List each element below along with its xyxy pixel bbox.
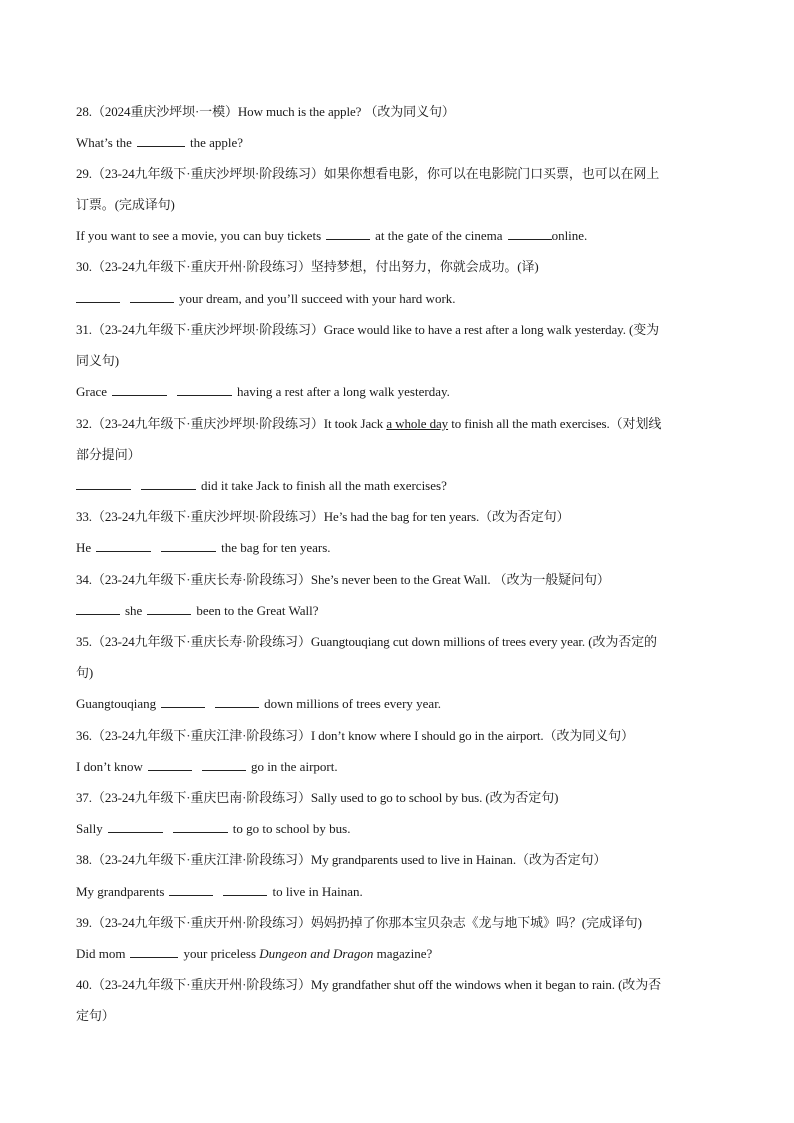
answer-text: Guangtouqiang <box>76 696 157 711</box>
answer-blank[interactable] <box>223 884 267 896</box>
question-35-line-1: 35.（23-24九年级下·重庆长寿·阶段练习）Guangtouqiang cut down millions of trees every year. (改为否定的 <box>76 634 657 649</box>
answer-blank[interactable] <box>508 228 552 240</box>
question-28: 28.（2024重庆沙坪坝·一模）How much is the apple? （改为同义句） <box>76 104 455 119</box>
answer-blank[interactable] <box>130 291 174 303</box>
answer-blank[interactable] <box>202 759 246 771</box>
answer-blank[interactable] <box>141 478 196 490</box>
question-40-line-2: 定句） <box>76 1008 115 1023</box>
answer-text: He <box>76 540 92 555</box>
answer-text: magazine? <box>373 946 433 961</box>
underlined-part: a whole day <box>386 416 449 431</box>
answer-line-34 <box>76 602 720 620</box>
question-text: to finish all the math exercises.（对划线 <box>448 416 662 431</box>
answer-blank[interactable] <box>215 696 259 708</box>
answer-blank[interactable] <box>173 821 228 833</box>
answer-text: she <box>125 603 143 618</box>
answer-text: I don’t know <box>76 759 143 774</box>
answer-text: your dream, and you’ll succeed with your hard work. <box>179 291 456 306</box>
answer-blank[interactable] <box>161 696 205 708</box>
answer-line-32 <box>76 477 720 495</box>
question-36: 36.（23-24九年级下·重庆江津·阶段练习）I don’t know where I should go in the airport.（改为同义句） <box>76 728 634 743</box>
question-39: 39.（23-24九年级下·重庆开州·阶段练习）妈妈扔掉了你那本宝贝杂志《龙与地下城》吗？(完成译句) <box>76 915 642 930</box>
question-29-line-1: 29.（23-24九年级下·重庆沙坪坝·阶段练习）如果你想看电影，你可以在电影院门口买票，也可以在网上 <box>76 166 660 181</box>
answer-line-33 <box>76 539 720 557</box>
answer-line-35 <box>76 695 720 713</box>
answer-blank[interactable] <box>169 884 213 896</box>
answer-text: at the gate of the cinema <box>375 228 503 243</box>
answer-blank[interactable] <box>76 603 120 615</box>
answer-line-29 <box>76 227 720 245</box>
question-32-line-1 <box>76 415 720 433</box>
answer-blank[interactable] <box>96 540 151 552</box>
answer-blank[interactable] <box>177 384 232 396</box>
answer-text: to go to school by bus. <box>232 821 351 836</box>
answer-text: My grandparents <box>76 884 165 899</box>
question-33: 33.（23-24九年级下·重庆沙坪坝·阶段练习）He’s had the bag for ten years.（改为否定句） <box>76 509 570 524</box>
answer-blank[interactable] <box>76 291 120 303</box>
answer-line-39 <box>76 945 720 963</box>
answer-line-36 <box>76 758 720 776</box>
answer-blank[interactable] <box>326 228 370 240</box>
answer-text: to live in Hainan. <box>272 884 363 899</box>
question-32-line-2: 部分提问） <box>76 447 141 462</box>
question-text: 32.（23-24九年级下·重庆沙坪坝·阶段练习）It took Jack <box>76 416 387 431</box>
answer-line-38 <box>76 883 720 901</box>
answer-blank[interactable] <box>161 540 216 552</box>
question-31-line-2: 同义句) <box>76 353 119 368</box>
answer-blank[interactable] <box>148 759 192 771</box>
answer-text: having a rest after a long walk yesterday. <box>237 384 450 399</box>
answer-blank[interactable] <box>108 821 163 833</box>
answer-blank[interactable] <box>137 135 185 147</box>
answer-text: the bag for ten years. <box>221 540 331 555</box>
question-35-line-2: 句) <box>76 665 94 680</box>
answer-text: Grace <box>76 384 108 399</box>
answer-blank[interactable] <box>76 478 131 490</box>
question-31-line-1: 31.（23-24九年级下·重庆沙坪坝·阶段练习）Grace would like to have a rest after a long walk yesterday. (变为 <box>76 322 660 337</box>
answer-blank[interactable] <box>112 384 167 396</box>
answer-text: What’s the <box>76 135 132 150</box>
question-29-line-2: 订票。(完成译句) <box>76 197 175 212</box>
answer-text: down millions of trees every year. <box>264 696 442 711</box>
answer-line-28 <box>76 134 720 152</box>
answer-text: the apple? <box>189 135 244 150</box>
question-38: 38.（23-24九年级下·重庆江津·阶段练习）My grandparents used to live in Hainan.（改为否定句） <box>76 852 607 867</box>
answer-text: If you want to see a movie, you can buy tickets <box>76 228 322 243</box>
answer-text: been to the Great Wall? <box>196 603 319 618</box>
question-37: 37.（23-24九年级下·重庆巴南·阶段练习）Sally used to go to school by bus. (改为否定句) <box>76 790 559 805</box>
magazine-title: Dungeon and Dragon <box>259 946 374 961</box>
question-34: 34.（23-24九年级下·重庆长寿·阶段练习）She’s never been to the Great Wall. （改为一般疑问句） <box>76 572 610 587</box>
answer-text: Sally <box>76 821 103 836</box>
answer-line-37 <box>76 820 720 838</box>
question-40-line-1: 40.（23-24九年级下·重庆开州·阶段练习）My grandfather shut off the windows when it began to rain. (改为否 <box>76 977 662 992</box>
question-30: 30.（23-24九年级下·重庆开州·阶段练习）坚持梦想，付出努力，你就会成功。(译) <box>76 259 539 274</box>
answer-text: go in the airport. <box>250 759 338 774</box>
answer-text: your priceless <box>183 946 260 961</box>
answer-text: did it take Jack to finish all the math exercises? <box>201 478 447 493</box>
answer-text: Did mom <box>76 946 126 961</box>
answer-blank[interactable] <box>130 946 178 958</box>
answer-line-31 <box>76 383 720 401</box>
answer-blank[interactable] <box>147 603 191 615</box>
answer-text: online. <box>551 228 588 243</box>
answer-line-30 <box>76 290 720 308</box>
